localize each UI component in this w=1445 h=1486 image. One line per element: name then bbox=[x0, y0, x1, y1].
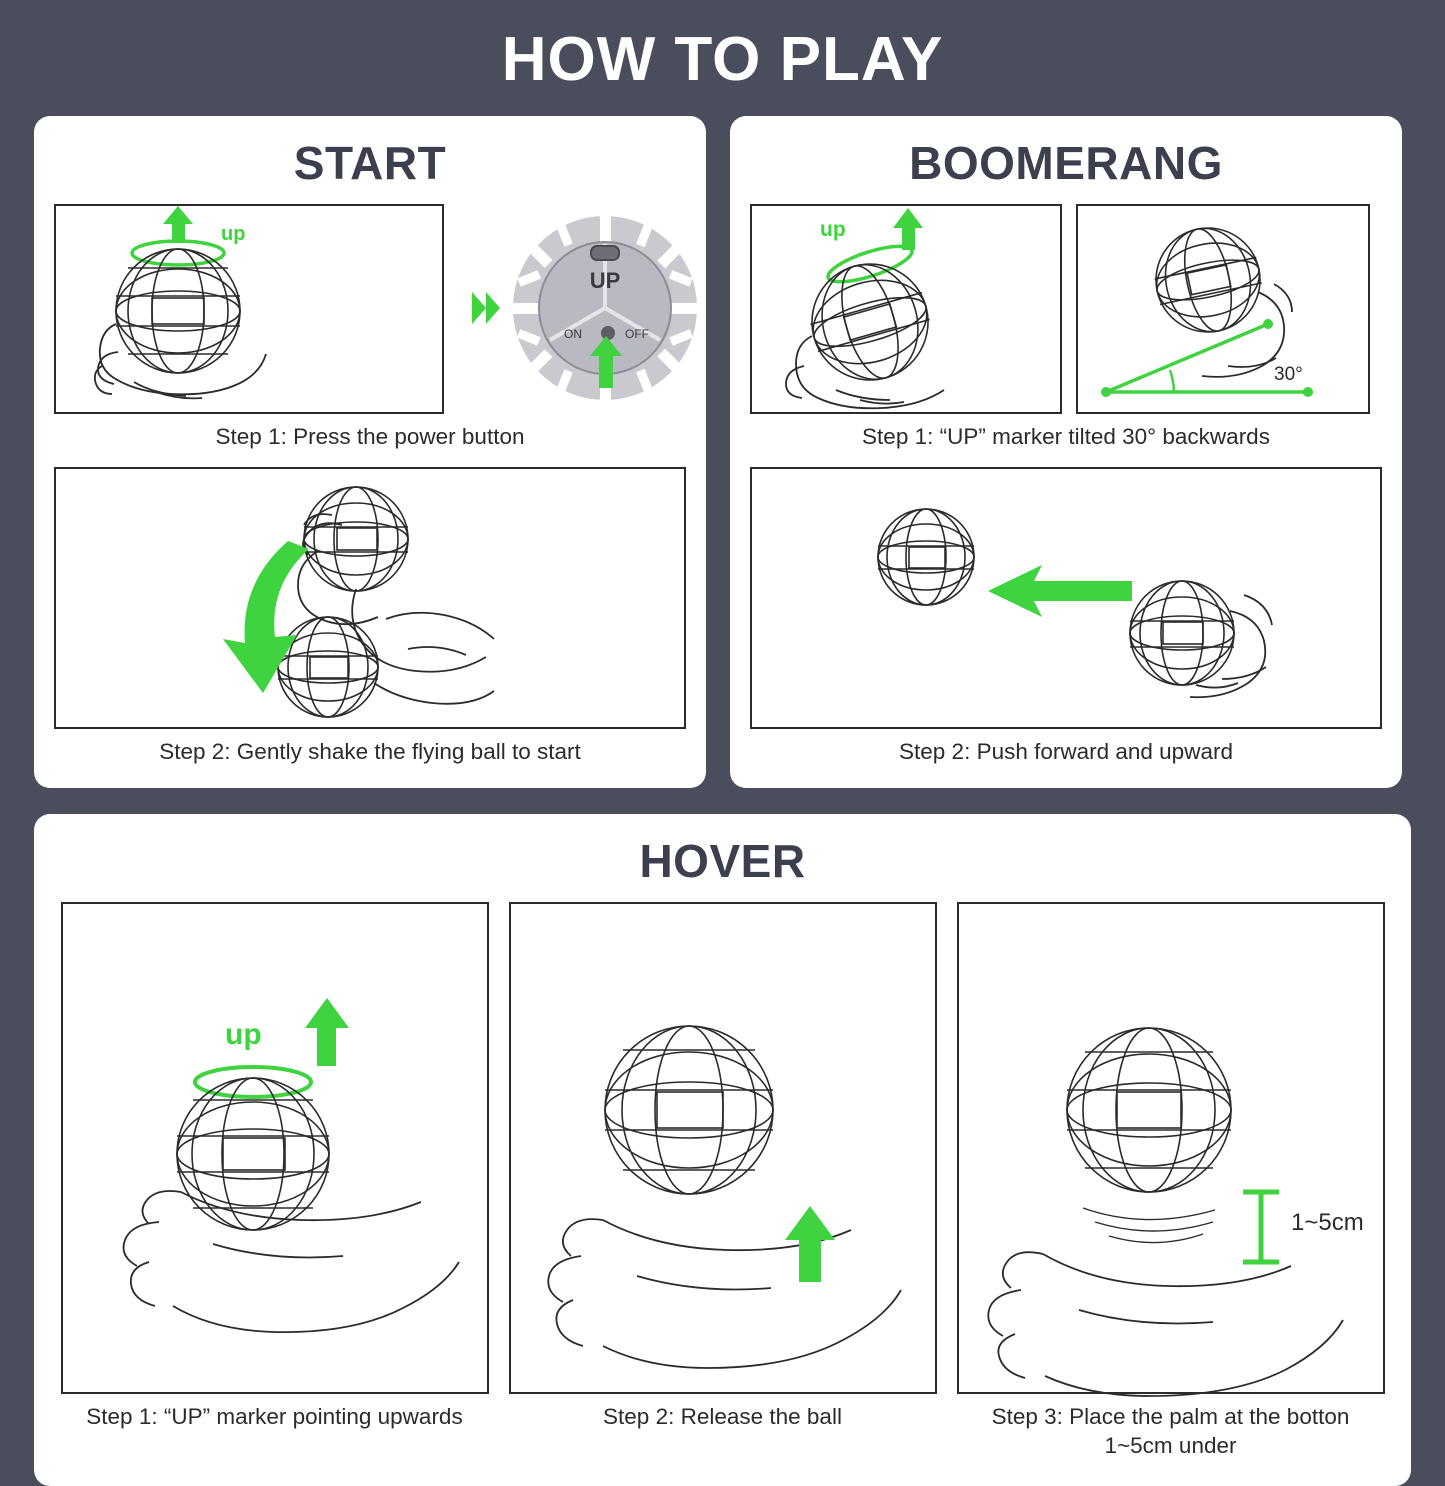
push-arrow-icon bbox=[988, 565, 1132, 617]
section-card-hover bbox=[34, 814, 1411, 1485]
start-step2-panel bbox=[54, 467, 686, 729]
up-marker-label: up bbox=[224, 1018, 262, 1052]
hover-step2-caption: Step 2: Release the ball bbox=[603, 1404, 842, 1430]
boomerang-step2-caption: Step 2: Push forward and upward bbox=[899, 739, 1233, 765]
start-step1-caption: Step 1: Press the power button bbox=[215, 424, 525, 450]
hover-step3-panel bbox=[957, 902, 1385, 1394]
start-ball-illustration bbox=[56, 206, 442, 412]
arrow-up-icon bbox=[305, 998, 349, 1066]
arrow-up-icon bbox=[785, 1206, 835, 1282]
hover-up-marker-illustration bbox=[63, 904, 487, 1392]
power-button-illustration bbox=[513, 216, 697, 400]
push-forward-illustration bbox=[752, 469, 1380, 727]
hover-palm-distance-illustration bbox=[959, 904, 1383, 1392]
switch-on-label: ON bbox=[564, 327, 582, 342]
hover-step1 bbox=[61, 902, 489, 1459]
hover-step2 bbox=[509, 902, 937, 1459]
hover-step3-caption-line1: Step 3: Place the palm at the botton bbox=[991, 1404, 1350, 1430]
boomerang-step1-frames bbox=[750, 204, 1382, 414]
page-title: HOW TO PLAY bbox=[501, 25, 944, 94]
up-marker-label: up bbox=[221, 223, 246, 246]
top-row bbox=[0, 116, 1445, 788]
section-card-boomerang bbox=[730, 116, 1402, 788]
up-marker-label: up bbox=[820, 218, 846, 242]
shake-illustration bbox=[56, 469, 684, 727]
start-step1-frames bbox=[54, 204, 686, 414]
distance-marker bbox=[1243, 1192, 1279, 1262]
start-step2-caption: Step 2: Gently shake the flying ball to start bbox=[159, 739, 581, 765]
tilt-angle-illustration bbox=[1078, 206, 1368, 412]
hover-step1-panel bbox=[61, 902, 489, 1394]
boomerang-step2-panel bbox=[750, 467, 1382, 729]
boomerang-ball-illustration bbox=[752, 206, 1060, 412]
start-step1-switch-area bbox=[472, 204, 714, 414]
up-text-label: UP bbox=[589, 268, 621, 294]
boomerang-angle-panel bbox=[1076, 204, 1370, 414]
section-card-start bbox=[34, 116, 706, 788]
switch-off-label: OFF bbox=[625, 327, 649, 342]
hover-step2-panel bbox=[509, 902, 937, 1394]
hover-step3-caption bbox=[957, 1403, 1385, 1459]
shake-arrow-icon bbox=[223, 541, 309, 693]
airflow-lines bbox=[1083, 1208, 1215, 1243]
section-title-boomerang: BOOMERANG bbox=[909, 137, 1223, 190]
arrow-up-icon bbox=[893, 208, 923, 250]
hover-frames bbox=[54, 902, 1391, 1459]
hover-step3-caption-line2: 1~5cm under bbox=[1104, 1432, 1237, 1458]
boomerang-ball-panel bbox=[750, 204, 1062, 414]
angle-label: 30° bbox=[1274, 364, 1303, 386]
section-title-hover: HOVER bbox=[639, 835, 806, 888]
hover-step3 bbox=[957, 902, 1385, 1459]
section-title-start: START bbox=[293, 137, 447, 190]
chevron-right-icon bbox=[472, 292, 500, 324]
hover-release-illustration bbox=[511, 904, 935, 1392]
arrow-up-icon bbox=[163, 206, 193, 243]
start-step1-ball-panel bbox=[54, 204, 444, 414]
hover-step1-caption: Step 1: “UP” marker pointing upwards bbox=[86, 1404, 463, 1430]
boomerang-step1-caption: Step 1: “UP” marker tilted 30° backwards bbox=[862, 424, 1270, 450]
distance-label: 1~5cm bbox=[1290, 1209, 1364, 1237]
